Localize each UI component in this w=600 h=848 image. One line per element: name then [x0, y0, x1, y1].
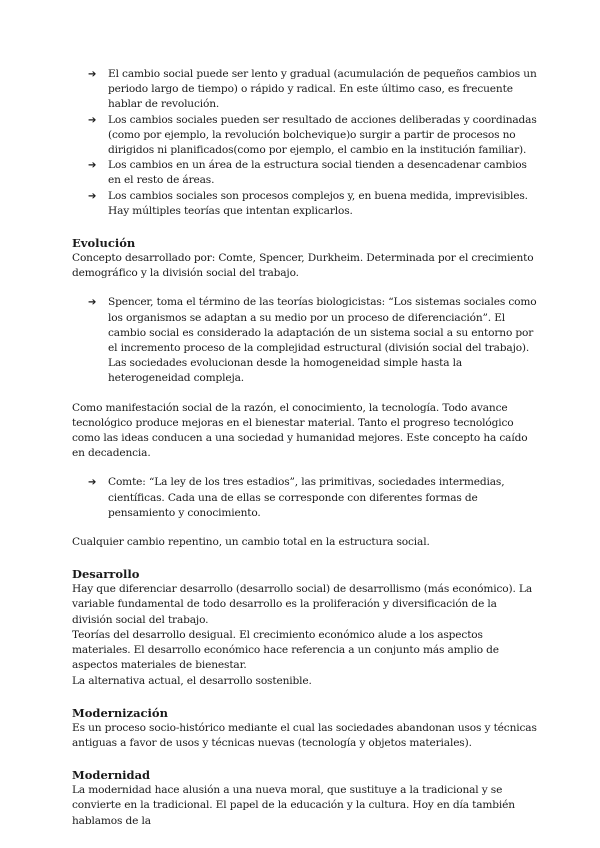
- bullet-item: [88, 295, 540, 386]
- bullet-text: Los cambios sociales son procesos complejos y, en buena medida, imprevisibles. Hay múltiples teorías que intentan explicarlos.: [108, 189, 528, 217]
- bullet-item: [88, 475, 540, 521]
- bullet-item: [88, 67, 540, 113]
- revolucion-paragraph: Cualquier cambio repentino, un cambio total en la estructura social.: [72, 536, 430, 549]
- arrow-right-icon: ➔: [88, 477, 97, 489]
- modernizacion-paragraph: Es un proceso socio-histórico mediante el cual las sociedades abandonan usos y técnicas antiguas a favor de usos y técnicas nuevas (tecnología y objetos materiales).: [72, 721, 537, 749]
- desarrollo-paragraph-2: Teorías del desarrollo desigual. El crecimiento económico alude a los aspectos materiales. El desarrollo económico hace referencia a un conjunto más amplio de aspectos materiales de bienestar.: [72, 628, 499, 672]
- arrow-right-icon: ➔: [88, 297, 97, 309]
- spencer-bullet-list: [72, 295, 540, 386]
- bullet-item: [88, 113, 540, 159]
- bullet-text: El cambio social puede ser lento y gradual (acumulación de pequeños cambios un periodo largo de tiempo) o rápido y radical. En este último caso, es frecuente hablar de revolución.: [108, 68, 537, 111]
- arrow-right-icon: ➔: [88, 114, 97, 126]
- section-heading-modernizacion: Modernización: [72, 705, 168, 720]
- bullet-text: Spencer, toma el término de las teorías biologicistas: “Los sistemas sociales como los organismos se adaptan a su medio por un proceso de diferenciación”. El cambio social es considerado la adaptación de un sistema social a su entorno por el incremento proceso de la complejidad estructural (división social del trabajo). Las sociedades evolucionan desde la homogeneidad simple hasta la heterogeneidad compleja.: [108, 296, 537, 385]
- section-heading-evolucion: Evolución: [72, 236, 136, 251]
- desarrollo-paragraph-3: La alternativa actual, el desarrollo sostenible.: [72, 674, 312, 687]
- arrow-right-icon: ➔: [88, 69, 97, 80]
- arrow-right-icon: ➔: [88, 190, 97, 202]
- bullet-text: Los cambios en un área de la estructura social tienden a desencadenar cambios en el resto de áreas.: [108, 159, 527, 187]
- modernidad-paragraph: La modernidad hace alusión a una nueva moral, que sustituye a la tradicional y se convierte en la tradicional. El papel de la educación y la cultura. Hoy en día también hablamos de la: [72, 784, 515, 827]
- desarrollo-paragraph-1: Hay que diferenciar desarrollo (desarrollo social) de desarrollismo (más económico). La variable fundamental de todo desarrollo es la proliferación y diversificación de la división social del trabajo.: [72, 583, 532, 626]
- bullet-text: Los cambios sociales pueden ser resultado de acciones deliberadas y coordinadas (como por ejemplo, la revolución bolchevique)o surgir a partir de procesos no dirigidos ni planificados(como por ejemplo, el cambio en la institución familiar).: [108, 113, 537, 157]
- bullet-item: [88, 158, 540, 188]
- progreso-paragraph: Como manifestación social de la razón, el conocimiento, la tecnología. Todo avance tecnológico produce mejoras en el bienestar material. Tanto el progreso tecnológico como las ideas conducen a una sociedad y humanidad mejores. Este concepto ha caído en decadencia.: [72, 401, 528, 460]
- arrow-right-icon: ➔: [88, 160, 97, 172]
- bullet-text: Comte: “La ley de los tres estadios”, las primitivas, sociedades intermedias, científicas. Cada una de ellas se corresponde con diferentes formas de pensamiento y conocimiento.: [108, 476, 505, 519]
- comte-bullet-list: [72, 475, 540, 521]
- section-heading-modernidad: Modernidad: [72, 768, 151, 783]
- section-heading-desarrollo: Desarrollo: [72, 567, 140, 582]
- evolucion-paragraph: Concepto desarrollado por: Comte, Spencer, Durkheim. Determinada por el crecimiento demográfico y la división social del trabajo.: [72, 252, 534, 280]
- bullet-item: [88, 189, 540, 219]
- intro-bullet-list: [72, 67, 540, 219]
